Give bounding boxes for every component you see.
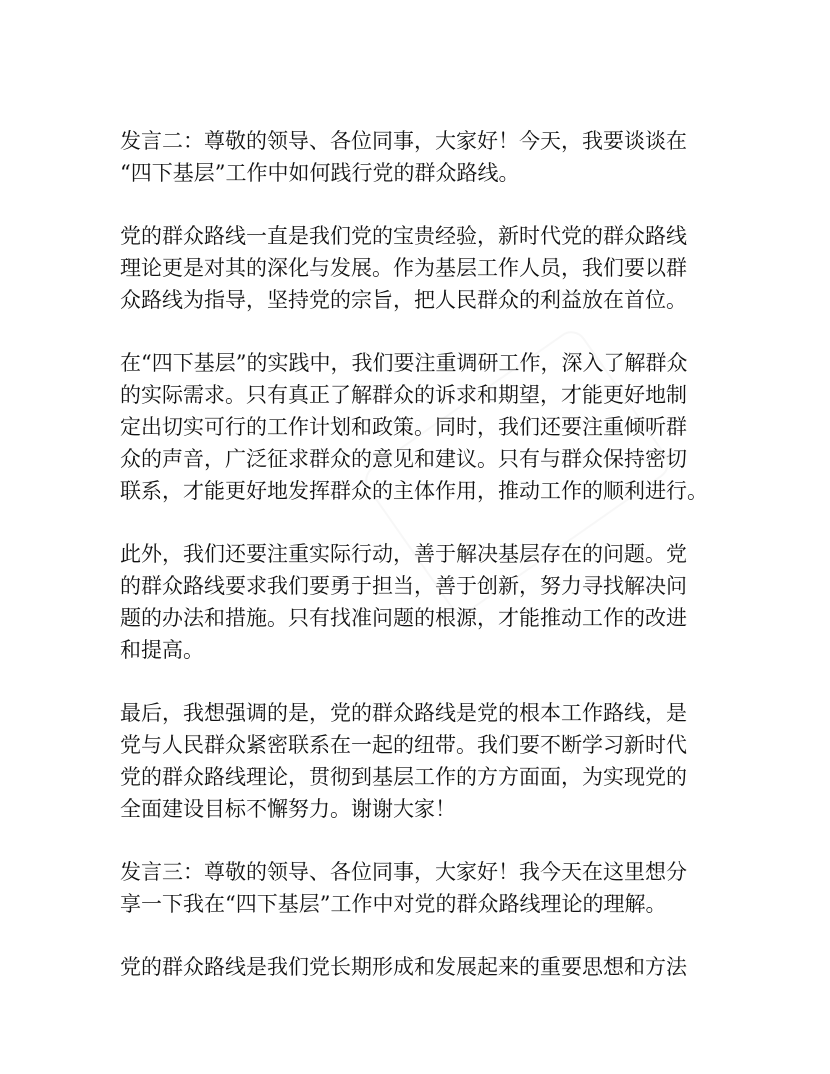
document-body xyxy=(120,125,720,1014)
text-line: 在“四下基层”的实践中，我们要注重调研工作，深入了解群众 xyxy=(120,351,688,375)
paragraph-practice xyxy=(120,347,720,507)
text-line: 定出切实可行的工作计划和政策。同时，我们还要注重倾听群 xyxy=(120,415,687,439)
text-line: 此外，我们还要注重实际行动，善于解决基层存在的问题。党 xyxy=(120,542,687,566)
text-line: 的实际需求。只有真正了解群众的诉求和期望，才能更好地制 xyxy=(120,383,687,407)
text-line: 最后，我想强调的是，党的群众路线是党的根本工作路线，是 xyxy=(120,701,687,725)
paragraph-conclusion xyxy=(120,697,720,825)
paragraph-speech-two-intro xyxy=(120,125,720,189)
text-line: 全面建设目标不懈努力。谢谢大家！ xyxy=(120,797,456,821)
text-line: “四下基层”工作中如何践行党的群众路线。 xyxy=(120,161,520,185)
text-line: 题的办法和措施。只有找准问题的根源，才能推动工作的改进 xyxy=(120,606,687,630)
text-line: 享一下我在“四下基层”工作中对党的群众路线理论的理解。 xyxy=(120,892,667,916)
text-line: 党的群众路线是我们党长期形成和发展起来的重要思想和方法 xyxy=(120,955,687,979)
text-line: 党的群众路线一直是我们党的宝贵经验，新时代党的群众路线 xyxy=(120,224,687,248)
text-line: 联系，才能更好地发挥群众的主体作用，推动工作的顺利进行。 xyxy=(120,479,708,503)
paragraph-speech-three-intro xyxy=(120,856,720,920)
text-line: 的群众路线要求我们要勇于担当，善于创新，努力寻找解决问 xyxy=(120,574,687,598)
text-line: 党与人民群众紧密联系在一起的纽带。我们要不断学习新时代 xyxy=(120,733,687,757)
text-line: 党的群众路线理论，贯彻到基层工作的方方面面，为实现党的 xyxy=(120,765,687,789)
text-line: 众的声音，广泛征求群众的意见和建议。只有与群众保持密切 xyxy=(120,447,687,471)
text-line: 众路线为指导，坚持党的宗旨，把人民群众的利益放在首位。 xyxy=(120,288,687,312)
text-line: 发言二：尊敬的领导、各位同事，大家好！今天，我要谈谈在 xyxy=(120,129,687,153)
text-line: 发言三：尊敬的领导、各位同事，大家好！我今天在这里想分 xyxy=(120,860,687,884)
text-line: 理论更是对其的深化与发展。作为基层工作人员，我们要以群 xyxy=(120,256,687,280)
paragraph-mass-line-theory xyxy=(120,951,720,983)
paragraph-mass-line xyxy=(120,220,720,316)
paragraph-action xyxy=(120,538,720,666)
text-line: 和提高。 xyxy=(120,638,204,662)
